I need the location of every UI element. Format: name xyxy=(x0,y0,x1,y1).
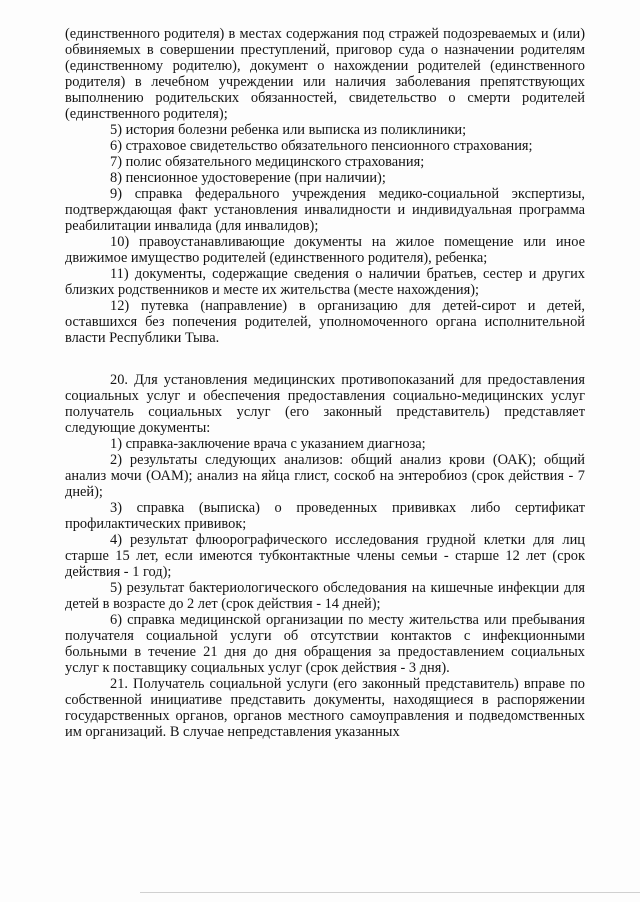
document-paragraph: 20. Для установления медицинских противопоказаний для предоставления социальных услуг и обеспечения предоставления социально-медицинских услуг получатель социальных услуг (его законный представитель) представляет следующие документы: xyxy=(65,372,585,436)
document-paragraph: 4) результат флюорографического исследования грудной клетки для лиц старше 15 лет, если имеются тубконтактные члены семьи - старше 12 лет (срок действия - 1 год); xyxy=(65,532,585,580)
document-paragraph: 21. Получатель социальной услуги (его законный представитель) вправе по собственной инициативе представить документы, находящиеся в распоряжении государственных органов, органов местного самоуправления и подведомственных им организаций. В случае непредставления указанных xyxy=(65,676,585,740)
document-paragraph: 3) справка (выписка) о проведенных прививках либо сертификат профилактических прививок; xyxy=(65,500,585,532)
document-paragraph: 2) результаты следующих анализов: общий анализ крови (ОАК); общий анализ мочи (ОАМ); анализ на яйца глист, соскоб на энтеробиоз (срок действия - 7 дней); xyxy=(65,452,585,500)
document-paragraph: 5) история болезни ребенка или выписка из поликлиники; xyxy=(110,122,467,138)
document-section-list-of-documents xyxy=(65,26,585,346)
page-bottom-edge xyxy=(140,892,640,893)
document-paragraph: (единственного родителя) в местах содержания под стражей подозреваемых и (или) обвиняемых в совершении преступлений, приговор суда о назначении родителям (единственному родителю), документ о нахождении родителей (единственного родителя) в лечебном учреждении или наличия заболевания препятствующих выполнению родительских обязанностей, свидетельство о смерти родителей (единственного родителя); xyxy=(65,26,585,122)
document-paragraph: 9) справка федерального учреждения медико-социальной экспертизы, подтверждающая факт установления инвалидности и индивидуальная программа реабилитации инвалида (для инвалидов); xyxy=(65,186,585,234)
section-gap xyxy=(65,346,585,372)
document-paragraph: 8) пенсионное удостоверение (при наличии); xyxy=(110,170,386,186)
document-paragraph: 10) правоустанавливающие документы на жилое помещение или иное движимое имущество родителей (единственного родителя), ребенка; xyxy=(65,234,585,266)
document-paragraph: 12) путевка (направление) в организацию для детей-сирот и детей, оставшихся без попечения родителей, уполномоченного органа исполнительной власти Республики Тыва. xyxy=(65,298,585,346)
document-body xyxy=(65,26,585,740)
document-paragraph: 5) результат бактериологического обследования на кишечные инфекции для детей в возрасте до 2 лет (срок действия - 14 дней); xyxy=(65,580,585,612)
document-section-medical-documents xyxy=(65,372,585,740)
document-paragraph: 7) полис обязательного медицинского страхования; xyxy=(110,154,425,170)
document-paragraph: 6) страховое свидетельство обязательного пенсионного страхования; xyxy=(110,138,533,154)
document-paragraph: 6) справка медицинской организации по месту жительства или пребывания получателя социальной услуги об отсутствии контактов с инфекционными больными в течение 21 дня до дня обращения за предоставлением социальных услуг к поставщику социальных услуг (срок действия - 3 дня). xyxy=(65,612,585,676)
document-paragraph: 1) справка-заключение врача с указанием диагноза; xyxy=(110,436,426,452)
document-paragraph: 11) документы, содержащие сведения о наличии братьев, сестер и других близких родственников и месте их жительства (месте нахождения); xyxy=(65,266,585,298)
